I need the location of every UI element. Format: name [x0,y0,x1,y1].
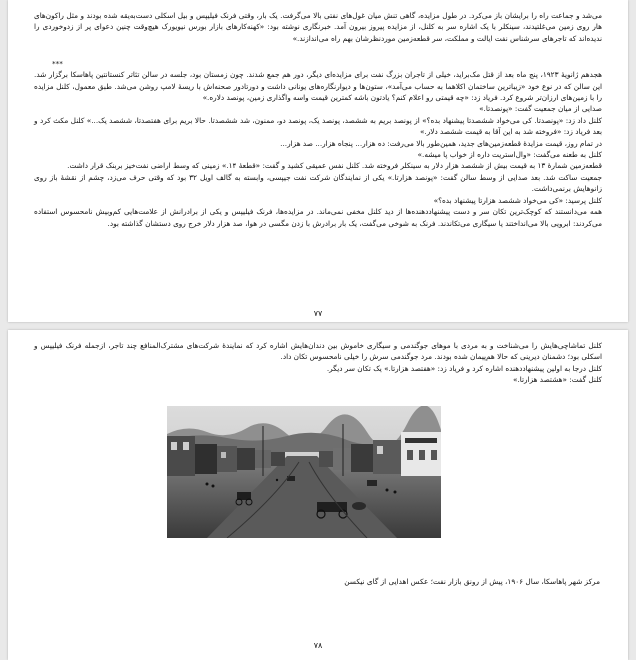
section-break-stars: *** [52,59,63,69]
paragraph: کلنل پرسید: «کی می‌خواد ششصد هزارتا پیشنهاد بده؟» [433,195,602,205]
paragraph: جمعیت ساکت شد. بعد صدایی از وسط سالن گفت: «پونصد هزارتا.» یکی از نمایندگان شرکت نفت جیپسی، وابسته به گالف اویل ۳۲ بود که وقتی حرف می‌زد، چشم از نقشهٔ باز روی زانوهایش برنمی‌داشت. [34,172,602,194]
paragraph: همه می‌دانستند که کوچک‌ترین تکان سر و دست پیشنهاددهنده‌ها از دید کلنل مخفی نمی‌ماند. در مزایده‌ها، فرنک فیلیپس و یکی از برادرانش از علامت‌هایی کم‌وبیش نامحسوس استفاده می‌کردند: ابرویی بالا می‌انداختند یا سیگاری می‌تکاندند. فرنک به شوخی می‌گفت، یک بار برادرش با زدن مگسی در هوا، صد هزار دلار خرج روی دستشان گذاشته بود. [34,207,602,228]
paragraph: کلنل تماشاچی‌هایش را می‌شناخت و به مردی با موهای جوگندمی و سیگاری خاموش بین دندان‌هایش اشاره کرد که نمایندهٔ شرکت‌های مشترک‌المنافع چند تاجر، ازجمله فرنک فیلیپس و اسکلی بود؛ دشمنان دیرینی که حالا هم‌پیمان شده بودند. مرد جوگندمی سرش را خیلی نامحسوس تکان داد. [34,341,602,362]
section-gap [34,44,602,58]
page-77-text-main [34,69,602,229]
historic-town-street-photo [167,406,441,538]
page-number: ۷۷ [313,309,323,318]
paragraph: هجدهم ژانویهٔ ۱۹۲۳، پنج ماه بعد از قتل مک‌براید، خیلی از تاجران بزرگ نفت برای مزایده‌ای دیگر، دور هم جمع شدند. چون زمستان بود، جلسه در سالن تئاتر کنستانتین پاهاسکا برگزار شد. این سالن که در نوع خود «زیباترین ساختمان اکلاهما به حساب می‌آمد»، ستون‌ها و دیوارنگاره‌های یونانی داشت و دورتادور صحنه‌اش با ریسهٔ لامپ روشن می‌شد. طبق معمول، کلنل مزایده را با زمین‌های ارزان‌تر شروع کرد. فریاد زد: «چه قیمتی رو اعلام کنم؟ یادتون باشه کمترین قیمت واسه واگذاری زمین، پونصد دلاره.» [34,70,603,103]
book-page-78 [8,330,628,660]
photo-caption: مرکز شهر پاهاسکا، سال ۱۹۰۶، پیش از رونق بازار نفت؛ عکس اهدایی از گای نیکسن [344,577,600,586]
paragraph: قطعه‌زمین شمارهٔ ۱۳ به قیمت بیش از ششصد هزار دلار به سینکلر فروخته شد. کلنل نفس عمیقی کشید و گفت: «قطعهٔ ۱۴.» زمینی که وسط اراضی نفت‌خیز بربنک قرار داشت. [67,161,602,171]
page-77-text-top [34,10,602,44]
paragraph: صدایی از میان جمعیت گفت: «پونصدتا.» [479,104,602,114]
page-number: ۷۸ [313,641,323,650]
paragraph: در تمام روز، قیمت مزایدهٔ قطعه‌زمین‌های جدید، همین‌طور بالا می‌رفت: ده هزار... پنجاه هزار... صد هزار... [280,138,602,148]
paragraph: کلنل گفت: «هشتصد هزارتا.» [512,375,602,385]
page-78-text [34,340,602,386]
paragraph: کلنل به طعنه می‌گفت: «وال‌استریت داره از خواب پا میشه.» [417,150,602,160]
paragraph: کلنل درجا به اولین پیشنهاددهنده اشاره کرد و فریاد زد: «هفتصد هزارتا.» یک تکان سر دیگر. [326,363,602,373]
paragraph: می‌شد و جماعت راه را برایشان باز می‌کرد. در طول مزایده، گاهی تنش میان غول‌های نفتی بالا می‌گرفت. یک بار، وقتی فرنک فیلیپس و بیل اسکلی دست‌به‌یقه شده بودند و مثل راکون‌های هار روی زمین می‌غلتیدند، سینکلر با یک اشاره سر به کلنل، از مزایده پیروز بیرون آمد. خبرنگاری نوشته بود: «کهنه‌کارهای بازار بورس نیویورک هیچ‌وقت چنین دعوای پر از زدوخوردی را ندیده‌اند که تاجرهای سرشناس نفت ایالت و مملکت، سر قطعه‌زمین موردنظرشان بهم راه می‌اندازند.» [34,11,602,43]
book-page-77 [8,0,628,322]
paragraph: کلنل داد زد: «پونصدتا. کی می‌خواد ششصدتا پیشنهاد بده؟» از پونصد بریم به ششصد، پونصد یک، پونصد دو، ممنون، شد ششصدتا. حالا بریم برای هفتصدتا، ششصد یک...» کلنل مکث کرد و بعد فریاد زد: «فروخته شد به این آقا به قیمت ششصد دلار.» [34,115,602,137]
